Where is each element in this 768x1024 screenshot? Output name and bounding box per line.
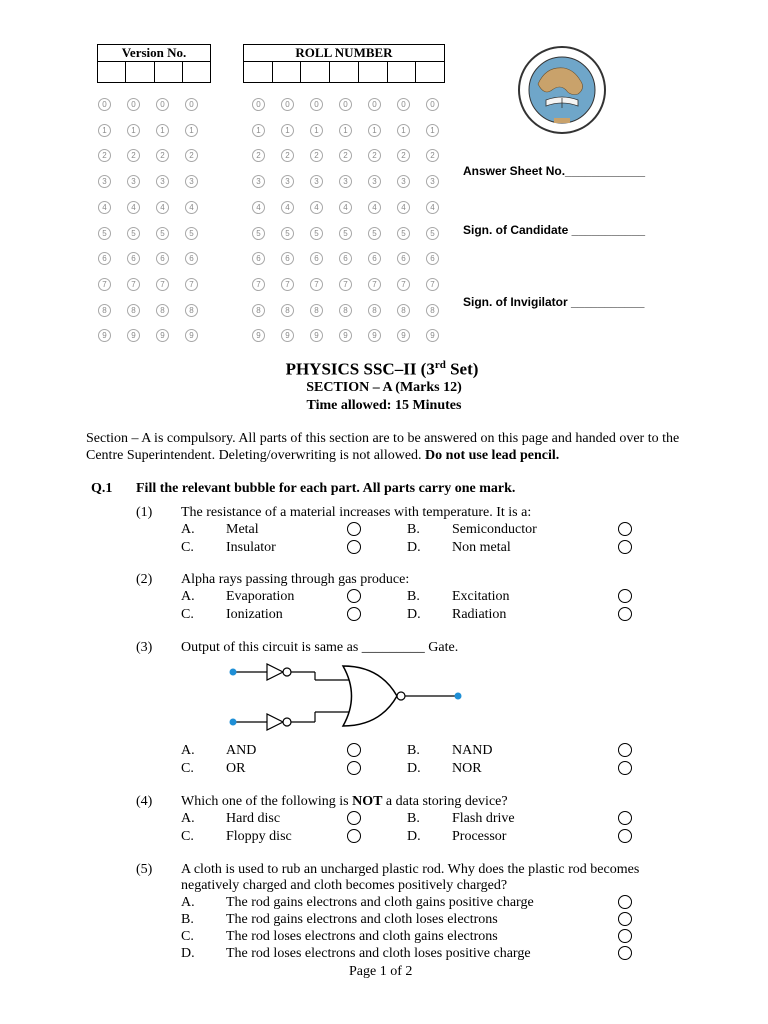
digit-bubble[interactable]: 0 [339,98,352,111]
digit-bubble[interactable]: 2 [426,149,439,162]
digit-bubble[interactable]: 5 [127,227,140,240]
digit-bubble[interactable]: 9 [310,329,323,342]
digit-bubble[interactable]: 3 [98,175,111,188]
digit-bubble[interactable]: 7 [185,278,198,291]
instructions: Section – A is compulsory. All parts of this section are to be answered on this page and handed over to the Centre Superintendent. Deleting/overwriting is not allowed. Do not use lead pencil. [86,431,680,463]
roll-number-box [243,44,445,83]
option-letter: C. [181,607,194,622]
digit-bubble[interactable]: 7 [426,278,439,291]
fbise-logo-seal [516,44,608,136]
digit-bubble[interactable]: 6 [252,252,265,265]
digit-bubble[interactable]: 4 [397,201,410,214]
invigilator-signature: Sign. of Invigilator ___________ [463,295,645,309]
digit-bubble[interactable]: 1 [252,124,265,137]
digit-bubble[interactable]: 6 [310,252,323,265]
question-text: The resistance of a material increases with temperature. It is a: [181,505,532,520]
digit-bubble[interactable]: 5 [252,227,265,240]
digit-bubble[interactable]: 4 [310,201,323,214]
digit-bubble[interactable]: 0 [156,98,169,111]
option-letter: C. [181,829,194,844]
answer-bubble[interactable] [618,811,632,825]
digit-bubble[interactable]: 0 [185,98,198,111]
option-letter: C. [181,929,194,944]
option-text: The rod loses electrons and cloth gains electrons [226,929,498,944]
digit-bubble[interactable]: 9 [98,329,111,342]
digit-bubble[interactable]: 8 [281,304,294,317]
time-allowed: Time allowed: 15 Minutes [306,398,462,413]
version-digit-cell[interactable] [98,62,126,82]
digit-bubble[interactable]: 4 [339,201,352,214]
roll-digit-cell[interactable] [330,62,359,82]
digit-bubble[interactable]: 9 [252,329,265,342]
digit-bubble[interactable]: 9 [156,329,169,342]
option-text: Evaporation [226,589,295,604]
roll-digit-cell[interactable] [301,62,330,82]
option-letter: B. [407,589,420,604]
digit-bubble[interactable]: 9 [397,329,410,342]
version-label: Version No. [98,45,210,62]
option-text: Semiconductor [452,522,537,537]
digit-bubble[interactable]: 8 [185,304,198,317]
version-digit-cell[interactable] [155,62,183,82]
question-number: (5) [136,862,153,877]
digit-bubble[interactable]: 9 [127,329,140,342]
digit-bubble[interactable]: 8 [156,304,169,317]
answer-bubble[interactable] [618,522,632,536]
digit-bubble[interactable]: 2 [156,149,169,162]
q1-heading: Fill the relevant bubble for each part. All parts carry one mark. [136,481,516,496]
digit-bubble[interactable]: 2 [98,149,111,162]
digit-bubble[interactable]: 1 [426,124,439,137]
answer-bubble[interactable] [347,829,361,843]
question-number: (2) [136,572,153,587]
digit-bubble[interactable]: 9 [185,329,198,342]
option-text: Radiation [452,607,507,622]
option-letter: A. [181,811,195,826]
digit-bubble[interactable]: 9 [368,329,381,342]
answer-bubble[interactable] [618,607,632,621]
option-text: Non metal [452,540,511,555]
digit-bubble[interactable]: 3 [310,175,323,188]
option-text: AND [226,743,257,758]
question-text: A cloth is used to rub an uncharged plastic rod. Why does the plastic rod becomes [181,862,640,877]
digit-bubble[interactable]: 4 [156,201,169,214]
roll-digit-cell[interactable] [416,62,444,82]
digit-bubble[interactable]: 2 [310,149,323,162]
digit-bubble[interactable]: 4 [127,201,140,214]
digit-bubble[interactable]: 2 [368,149,381,162]
digit-bubble[interactable]: 9 [339,329,352,342]
option-text: Hard disc [226,811,281,826]
digit-bubble[interactable]: 4 [281,201,294,214]
option-text: The rod gains electrons and cloth gains positive charge [226,895,534,910]
answer-bubble[interactable] [347,522,361,536]
digit-bubble[interactable]: 5 [185,227,198,240]
digit-bubble[interactable]: 1 [368,124,381,137]
digit-bubble[interactable]: 7 [339,278,352,291]
option-letter: D. [407,761,421,776]
digit-bubble[interactable]: 4 [368,201,381,214]
digit-bubble[interactable]: 6 [397,252,410,265]
roll-digit-cell[interactable] [359,62,388,82]
digit-bubble[interactable]: 5 [339,227,352,240]
digit-bubble[interactable]: 8 [127,304,140,317]
page-footer: Page 1 of 2 [349,964,413,979]
digit-bubble[interactable]: 3 [426,175,439,188]
digit-bubble[interactable]: 6 [426,252,439,265]
option-letter: C. [181,540,194,555]
digit-bubble[interactable]: 9 [281,329,294,342]
digit-bubble[interactable]: 1 [185,124,198,137]
input-terminal [230,669,237,676]
candidate-signature: Sign. of Candidate ___________ [463,223,646,237]
answer-bubble[interactable] [618,589,632,603]
option-text: Processor [452,829,507,844]
option-letter: A. [181,522,195,537]
option-text: Floppy disc [226,829,292,844]
roll-digit-cell[interactable] [244,62,273,82]
digit-bubble[interactable]: 4 [252,201,265,214]
answer-bubble[interactable] [618,929,632,943]
digit-bubble[interactable]: 1 [98,124,111,137]
digit-bubble[interactable]: 0 [368,98,381,111]
page-title: PHYSICS SSC–II (3rd Set) [285,359,479,379]
option-letter: B. [407,522,420,537]
question-text: Output of this circuit is same as _________ Gate. [181,640,459,655]
digit-bubble[interactable]: 5 [426,227,439,240]
option-letter: A. [181,895,195,910]
roll-digit-cell[interactable] [273,62,302,82]
digit-bubble[interactable]: 3 [397,175,410,188]
digit-bubble[interactable]: 3 [185,175,198,188]
option-text: Excitation [452,589,510,604]
question-text: negatively charged and cloth becomes positively charged? [181,878,508,893]
not-gate [267,714,283,730]
digit-bubble[interactable]: 0 [252,98,265,111]
option-letter: D. [407,829,421,844]
answer-bubble[interactable] [347,761,361,775]
digit-bubble[interactable]: 1 [156,124,169,137]
digit-bubble[interactable]: 2 [252,149,265,162]
input-terminal [230,719,237,726]
option-text: NAND [452,743,493,758]
answer-bubble[interactable] [618,912,632,926]
answer-bubble[interactable] [618,829,632,843]
digit-bubble[interactable]: 3 [339,175,352,188]
digit-bubble[interactable]: 1 [127,124,140,137]
answer-bubble[interactable] [347,589,361,603]
digit-bubble[interactable]: 3 [368,175,381,188]
roll-number-label: ROLL NUMBER [244,45,444,62]
option-text: Ionization [226,607,283,622]
option-text: Insulator [226,540,276,555]
digit-bubble[interactable]: 6 [185,252,198,265]
answer-bubble[interactable] [347,743,361,757]
answer-bubble[interactable] [347,811,361,825]
option-text: Flash drive [452,811,515,826]
section-heading: SECTION – A (Marks 12) [306,380,462,395]
digit-bubble[interactable]: 6 [127,252,140,265]
output-terminal [455,693,462,700]
version-number-box [97,44,211,83]
digit-bubble[interactable]: 1 [339,124,352,137]
not-gate [267,664,283,680]
digit-bubble[interactable]: 9 [426,329,439,342]
option-letter: D. [407,540,421,555]
digit-bubble[interactable]: 3 [127,175,140,188]
digit-bubble[interactable]: 7 [252,278,265,291]
option-text: The rod loses electrons and cloth loses positive charge [226,946,531,961]
answer-sheet-number: Answer Sheet No.____________ [463,164,646,178]
answer-bubble[interactable] [618,946,632,960]
q1-number: Q.1 [91,481,113,496]
question-text: Which one of the following is NOT a data storing device? [181,794,508,809]
option-letter: A. [181,743,195,758]
digit-bubble[interactable]: 5 [156,227,169,240]
option-text: Metal [226,522,259,537]
digit-bubble[interactable]: 7 [397,278,410,291]
option-text: OR [226,761,246,776]
digit-bubble[interactable]: 8 [397,304,410,317]
option-letter: A. [181,589,195,604]
digit-bubble[interactable]: 5 [368,227,381,240]
digit-bubble[interactable]: 2 [397,149,410,162]
digit-bubble[interactable]: 5 [310,227,323,240]
digit-bubble[interactable]: 0 [426,98,439,111]
digit-bubble[interactable]: 5 [397,227,410,240]
digit-bubble[interactable]: 0 [127,98,140,111]
digit-bubble[interactable]: 8 [339,304,352,317]
answer-bubble[interactable] [347,607,361,621]
digit-bubble[interactable]: 6 [281,252,294,265]
digit-bubble[interactable]: 2 [339,149,352,162]
digit-bubble[interactable]: 8 [310,304,323,317]
digit-bubble[interactable]: 3 [156,175,169,188]
digit-bubble[interactable]: 6 [339,252,352,265]
digit-bubble[interactable]: 0 [310,98,323,111]
question-text: Alpha rays passing through gas produce: [181,572,410,587]
digit-bubble[interactable]: 0 [281,98,294,111]
digit-bubble[interactable]: 8 [98,304,111,317]
question-number: (3) [136,640,153,655]
digit-bubble[interactable]: 2 [281,149,294,162]
question-number: (1) [136,505,153,520]
digit-bubble[interactable]: 7 [127,278,140,291]
digit-bubble[interactable]: 1 [310,124,323,137]
question-number: (4) [136,794,153,809]
option-letter: C. [181,761,194,776]
or-gate [343,666,397,726]
digit-bubble[interactable]: 5 [281,227,294,240]
roll-digit-cell[interactable] [388,62,417,82]
digit-bubble[interactable]: 1 [397,124,410,137]
version-digit-cell[interactable] [183,62,210,82]
digit-bubble[interactable]: 7 [310,278,323,291]
digit-bubble[interactable]: 1 [281,124,294,137]
option-letter: B. [407,811,420,826]
digit-bubble[interactable]: 8 [426,304,439,317]
digit-bubble[interactable]: 3 [281,175,294,188]
digit-bubble[interactable]: 0 [98,98,111,111]
option-letter: D. [181,946,195,961]
digit-bubble[interactable]: 4 [185,201,198,214]
answer-bubble[interactable] [618,761,632,775]
digit-bubble[interactable]: 6 [156,252,169,265]
digit-bubble[interactable]: 8 [252,304,265,317]
answer-bubble[interactable] [618,895,632,909]
digit-bubble[interactable]: 6 [368,252,381,265]
digit-bubble[interactable]: 4 [426,201,439,214]
digit-bubble[interactable]: 7 [281,278,294,291]
option-letter: D. [407,607,421,622]
option-text: The rod gains electrons and cloth loses electrons [226,912,498,927]
version-digit-cell[interactable] [126,62,154,82]
digit-bubble[interactable]: 4 [98,201,111,214]
digit-bubble[interactable]: 2 [185,149,198,162]
option-text: NOR [452,761,482,776]
digit-bubble[interactable]: 8 [368,304,381,317]
digit-bubble[interactable]: 0 [397,98,410,111]
answer-bubble[interactable] [347,540,361,554]
digit-bubble[interactable]: 5 [98,227,111,240]
option-letter: B. [407,743,420,758]
digit-bubble[interactable]: 7 [98,278,111,291]
answer-bubble[interactable] [618,540,632,554]
option-letter: B. [181,912,194,927]
digit-bubble[interactable]: 7 [368,278,381,291]
logic-circuit-diagram [225,660,470,735]
digit-bubble[interactable]: 2 [127,149,140,162]
digit-bubble[interactable]: 7 [156,278,169,291]
digit-bubble[interactable]: 6 [98,252,111,265]
answer-bubble[interactable] [618,743,632,757]
digit-bubble[interactable]: 3 [252,175,265,188]
